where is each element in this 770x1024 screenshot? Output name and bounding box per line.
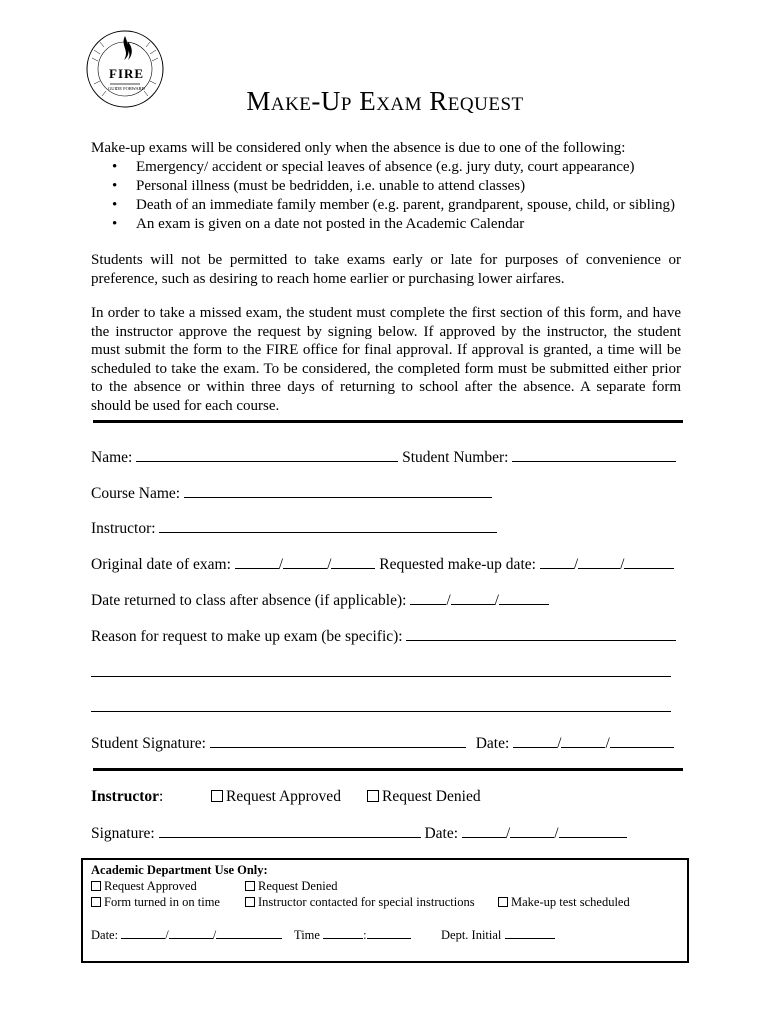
checkbox-icon[interactable] — [211, 790, 223, 802]
policy-paragraph: Students will not be permitted to take exams early or late for purposes of convenience or preference, such as desiring to reach home earlier or purchasing lower airfares. — [91, 252, 681, 287]
date-separator: / — [212, 928, 217, 942]
section-divider — [93, 420, 683, 423]
date-separator: / — [573, 556, 579, 573]
requested-date-label: Requested make-up date: — [379, 556, 536, 573]
original-month-field[interactable] — [235, 554, 279, 569]
deny-label: Request Denied — [382, 788, 481, 805]
section-divider — [93, 768, 683, 771]
name-row — [91, 447, 676, 467]
instructor-date-month-field[interactable] — [462, 823, 506, 838]
instructor-signature-label: Signature: — [91, 825, 155, 842]
makeup-scheduled-label: Make-up test scheduled — [511, 895, 630, 909]
dept-time-label: Time — [294, 928, 320, 942]
instructor-approval-row — [91, 788, 481, 806]
student-signature-label: Student Signature: — [91, 735, 206, 752]
name-field[interactable] — [136, 447, 398, 462]
dates-row — [91, 554, 674, 574]
dept-approved-label: Request Approved — [104, 879, 197, 893]
instructor-row — [91, 518, 497, 538]
instructor-date-year-field[interactable] — [559, 823, 627, 838]
dept-time-hour-field[interactable] — [323, 927, 363, 939]
returned-month-field[interactable] — [410, 590, 446, 605]
original-day-field[interactable] — [283, 554, 327, 569]
instructor-contacted-label: Instructor contacted for special instructions — [258, 895, 475, 909]
original-date-label: Original date of exam: — [91, 556, 231, 573]
student-number-label: Student Number: — [402, 449, 509, 466]
dept-date-label: Date: — [91, 928, 119, 942]
student-date-day-field[interactable] — [561, 733, 605, 748]
checkbox-icon[interactable] — [91, 897, 101, 907]
dept-time-row — [294, 927, 411, 943]
logo-subtext: GUIDE FORWARD — [108, 86, 145, 91]
student-date-label: Date: — [475, 735, 510, 752]
course-name-field[interactable] — [184, 483, 492, 498]
list-item: • Personal illness (must be bedridden, i.e. unable to attend classes) — [110, 177, 675, 196]
requested-month-field[interactable] — [540, 554, 574, 569]
date-separator: / — [278, 556, 284, 573]
date-separator: / — [327, 556, 332, 573]
course-name-label: Course Name: — [91, 485, 181, 502]
page-title: Make-Up Exam Request — [246, 86, 524, 116]
dept-initial-label: Dept. Initial — [441, 928, 502, 942]
dept-denied-label: Request Denied — [258, 879, 338, 893]
form-on-time-label: Form turned in on time — [104, 895, 220, 909]
dept-initial-row — [441, 927, 555, 943]
instructions-paragraph: In order to take a missed exam, the student must complete the first section of this form, and have the instructor approve the request by signing below. If approved by the instructor, the student must submit the form to the FIRE office for final approval. If approval is granted, a time will be scheduled to take the exam. To be considered, the completed form must be submitted either prior to the absence or within three days of returning to school after the absence. A separate form should be used for each course. — [91, 305, 681, 414]
checkbox-icon[interactable] — [498, 897, 508, 907]
approve-label: Request Approved — [226, 788, 341, 805]
list-item: • An exam is given on a date not posted in the Academic Calendar — [110, 215, 675, 234]
intro-text: Make-up exams will be considered only when the absence is due to one of the following: — [91, 140, 626, 156]
reason-field[interactable] — [406, 626, 676, 641]
date-separator: / — [165, 928, 169, 942]
dept-time-minute-field[interactable] — [367, 927, 411, 939]
requested-year-field[interactable] — [624, 554, 674, 569]
reason-row — [91, 626, 676, 646]
checkbox-icon[interactable] — [245, 897, 255, 907]
instructor-signature-field[interactable] — [159, 823, 421, 838]
returned-day-field[interactable] — [451, 590, 495, 605]
reasons-list — [110, 158, 675, 234]
date-separator: / — [620, 556, 625, 573]
instructor-section-label: Instructor — [91, 788, 160, 805]
department-use-box — [81, 858, 689, 963]
student-signature-field[interactable] — [210, 733, 466, 748]
date-separator: / — [505, 825, 511, 842]
list-item: • Emergency/ accident or special leaves of absence (e.g. jury duty, court appearance) — [110, 158, 675, 177]
dept-date-day-field[interactable] — [169, 927, 213, 939]
student-date-month-field[interactable] — [513, 733, 557, 748]
dept-approved-option[interactable] — [91, 879, 197, 894]
time-separator: : — [363, 928, 367, 942]
date-returned-row — [91, 590, 549, 610]
dept-date-year-field[interactable] — [216, 927, 282, 939]
name-label: Name: — [91, 449, 133, 466]
date-separator: / — [557, 735, 562, 752]
date-returned-label: Date returned to class after absence (if applicable): — [91, 592, 407, 609]
reason-label: Reason for request to make up exam (be specific): — [91, 628, 403, 645]
student-date-year-field[interactable] — [610, 733, 674, 748]
checkbox-icon[interactable] — [367, 790, 379, 802]
deny-option[interactable] — [367, 788, 481, 806]
form-on-time-option[interactable] — [91, 895, 220, 910]
instructor-signature-row — [91, 823, 627, 843]
returned-year-field[interactable] — [499, 590, 549, 605]
department-heading: Academic Department Use Only: — [91, 863, 268, 877]
checkbox-icon[interactable] — [245, 881, 255, 891]
student-signature-row — [91, 733, 674, 753]
instructor-date-day-field[interactable] — [510, 823, 554, 838]
requested-day-field[interactable] — [578, 554, 620, 569]
date-separator: / — [446, 592, 451, 609]
course-row — [91, 483, 492, 503]
date-separator: / — [605, 735, 610, 752]
dept-date-month-field[interactable] — [121, 927, 165, 939]
logo-text: FIRE — [109, 66, 145, 81]
dept-denied-option[interactable] — [245, 879, 338, 894]
date-separator: / — [494, 592, 499, 609]
reason-line-3[interactable] — [91, 711, 671, 712]
instructor-date-label: Date: — [424, 825, 459, 842]
checkbox-icon[interactable] — [91, 881, 101, 891]
reason-line-2[interactable] — [91, 676, 671, 677]
instructor-field[interactable] — [159, 518, 497, 533]
instructor-label: Instructor: — [91, 520, 156, 537]
colon: : — [159, 788, 164, 805]
approve-option[interactable] — [211, 788, 341, 806]
dept-initial-field[interactable] — [505, 927, 555, 939]
list-item: • Death of an immediate family member (e.g. parent, grandparent, spouse, child, or sibling) — [110, 196, 675, 215]
student-number-field[interactable] — [512, 447, 676, 462]
instructor-contacted-option[interactable] — [245, 895, 475, 910]
dept-date-row — [91, 927, 282, 943]
date-separator: / — [554, 825, 559, 842]
original-year-field[interactable] — [331, 554, 375, 569]
makeup-scheduled-option[interactable] — [498, 895, 630, 910]
